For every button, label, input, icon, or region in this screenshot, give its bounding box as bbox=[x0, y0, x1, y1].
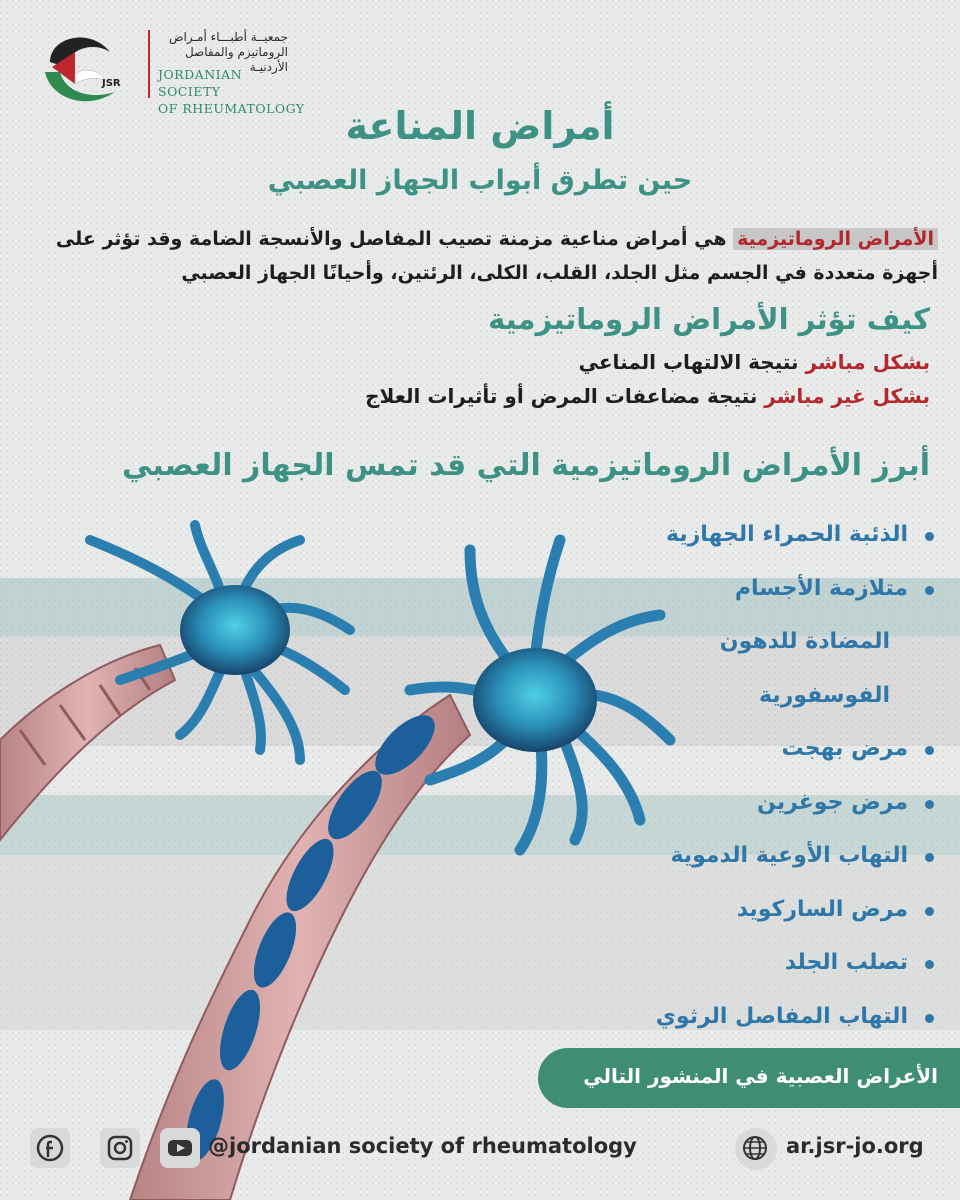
globe-icon bbox=[739, 1132, 771, 1164]
bullet-icon bbox=[925, 746, 934, 755]
page-subtitle: حين تطرق أبواب الجهاز العصبي bbox=[267, 165, 693, 196]
indirect-text: نتيجة مضاعفات المرض أو تأثيرات العلاج bbox=[365, 384, 765, 408]
indirect-effect-line bbox=[30, 384, 930, 408]
intro-paragraph bbox=[38, 222, 938, 290]
direct-text: نتيجة الالتهاب المناعي bbox=[578, 350, 806, 374]
list-heading: أبرز الأمراض الروماتيزمية التي قد تمس الجهاز العصبي bbox=[121, 448, 930, 483]
website-globe[interactable] bbox=[735, 1128, 777, 1170]
disease-list bbox=[518, 508, 938, 1043]
list-item bbox=[518, 722, 938, 776]
social-handle[interactable]: @jordanian society of rheumatology bbox=[208, 1134, 637, 1158]
logo-abbr: JSR bbox=[102, 78, 121, 89]
list-item bbox=[518, 936, 938, 990]
list-item-label: مرض الساركويد bbox=[736, 896, 908, 922]
list-item-continuation bbox=[518, 615, 938, 669]
list-item-label: التهاب الأوعية الدموية bbox=[670, 843, 908, 868]
jsr-logo bbox=[30, 22, 305, 116]
intro-highlight: الأمراض الروماتيزمية bbox=[733, 228, 938, 250]
list-item-label: المضادة للدهون bbox=[719, 629, 890, 654]
bullet-icon bbox=[925, 1014, 934, 1023]
footer bbox=[0, 1128, 960, 1180]
list-item-continuation bbox=[518, 669, 938, 723]
list-item-label: الذئبة الحمراء الجهازية bbox=[666, 522, 908, 547]
list-item bbox=[518, 776, 938, 830]
bullet-icon bbox=[925, 800, 934, 809]
direct-effect-line bbox=[30, 350, 930, 374]
logo-english-line1: JORDANIAN SOCIETY bbox=[158, 67, 243, 99]
list-item bbox=[518, 508, 938, 562]
list-item-label: التهاب المفاصل الرثوي bbox=[655, 1003, 908, 1029]
bullet-icon bbox=[925, 907, 934, 916]
youtube-link[interactable] bbox=[160, 1128, 200, 1168]
list-item bbox=[518, 562, 938, 616]
logo-arabic-name: جمعيــة أطبـــاء أمـراض الروماتيزم والمفاصل الأردنيـة bbox=[169, 30, 288, 74]
bullet-icon bbox=[925, 532, 934, 541]
next-post-banner bbox=[538, 1048, 960, 1108]
list-item-label: مرض جوغرين bbox=[757, 789, 908, 815]
list-item-label: الفوسفورية bbox=[759, 682, 890, 708]
list-item-label: متلازمة الأجسام bbox=[734, 575, 908, 601]
list-item-label: تصلب الجلد bbox=[784, 950, 908, 975]
page-title: أمراض المناعة bbox=[345, 104, 615, 148]
bullet-icon bbox=[925, 853, 934, 862]
instagram-icon bbox=[104, 1132, 136, 1164]
youtube-icon bbox=[164, 1132, 196, 1164]
next-post-text: الأعراض العصبية في المنشور التالي bbox=[583, 1064, 938, 1088]
facebook-link[interactable] bbox=[30, 1128, 70, 1168]
logo-divider bbox=[148, 30, 150, 98]
list-item-label: مرض بهجت bbox=[781, 736, 908, 761]
how-heading: كيف تؤثر الأمراض الروماتيزمية bbox=[488, 302, 930, 336]
website-link[interactable]: ar.jsr-jo.org bbox=[786, 1134, 924, 1158]
logo-english-line2: OF RHEUMATOLOGY bbox=[158, 101, 305, 116]
list-item bbox=[518, 829, 938, 883]
indirect-label: بشكل غير مباشر bbox=[764, 384, 930, 408]
jordan-flag-logo-icon bbox=[30, 22, 140, 112]
bullet-icon bbox=[925, 960, 934, 969]
direct-label: بشكل مباشر bbox=[805, 350, 930, 374]
bullet-icon bbox=[925, 586, 934, 595]
facebook-icon bbox=[34, 1132, 66, 1164]
intro-text: هي أمراض مناعية مزمنة تصيب المفاصل والأنسجة الضامة وقد تؤثر على أجهزة متعددة في الجسم مثل الجلد، القلب، الكلى، الرئتين، وأحيانًا الجهاز العصبي bbox=[55, 228, 938, 284]
list-item bbox=[518, 990, 938, 1044]
instagram-link[interactable] bbox=[100, 1128, 140, 1168]
list-item bbox=[518, 883, 938, 937]
